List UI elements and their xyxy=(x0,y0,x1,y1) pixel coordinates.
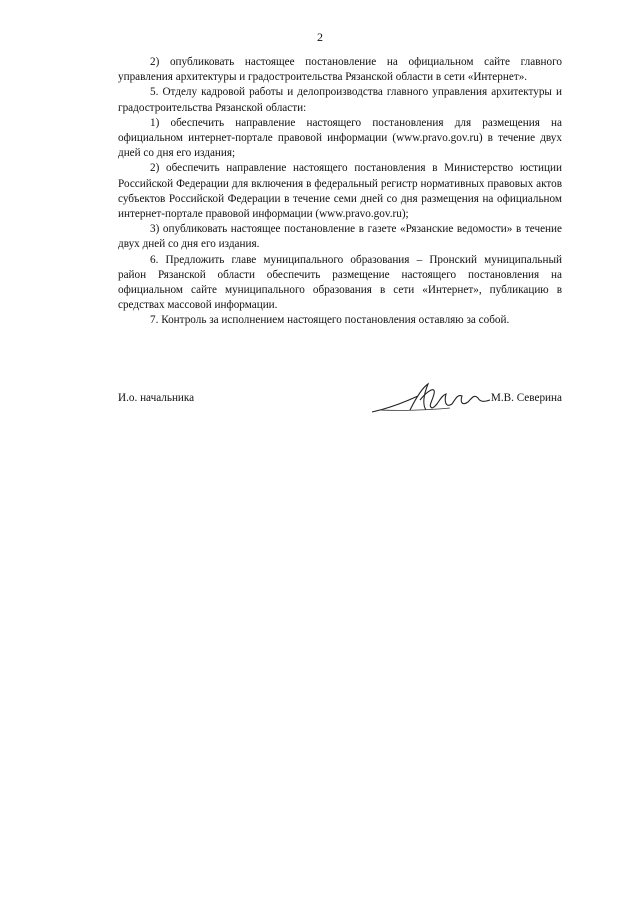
document-body xyxy=(118,55,562,329)
paragraph-control: 7. Контроль за исполнением настоящего постановления оставляю за собой. xyxy=(150,314,510,327)
paragraph-hr-department: 5. Отделу кадровой работы и делопроизводства главного управления архитектуры и градостроительства Рязанской области: xyxy=(118,86,562,114)
paragraph-newspaper: 3) опубликовать настоящее постановление в газете «Рязанские ведомости» в течение двух дней со дня его издания. xyxy=(118,223,562,251)
paragraph-municipal-head: 6. Предложить главе муниципального образования – Пронский муниципальный район Рязанской области обеспечить размещение настоящего постановления на официальном сайте муниципального образования в сети «Интернет», публикацию в средствах массовой информации. xyxy=(118,253,562,312)
paragraph-pravo-portal: 1) обеспечить направление настоящего постановления для размещения на официальном интернет-портале правовой информации (www.pravo.gov.ru) в течение двух дней со дня его издания; xyxy=(118,116,562,160)
signature-block xyxy=(118,392,562,416)
page-number: 2 xyxy=(317,30,323,44)
signatory-name: М.В. Северина xyxy=(490,392,562,404)
paragraph-ministry-justice: 2) обеспечить направление настоящего постановления в Министерство юстиции Российской Федерации для включения в федеральный регистр нормативных правовых актов субъектов Российской Федерации в течение семи дней со дня размещения на официальном интернет-портале правовой информации (www.pravo.gov.ru); xyxy=(118,162,562,221)
signatory-position: И.о. начальника xyxy=(118,392,195,404)
paragraph-publish-website: 2) опубликовать настоящее постановление на официальном сайте главного управления архитектуры и градостроительства Рязанской области в сети «Интернет». xyxy=(118,56,562,84)
handwritten-signature xyxy=(370,380,500,420)
